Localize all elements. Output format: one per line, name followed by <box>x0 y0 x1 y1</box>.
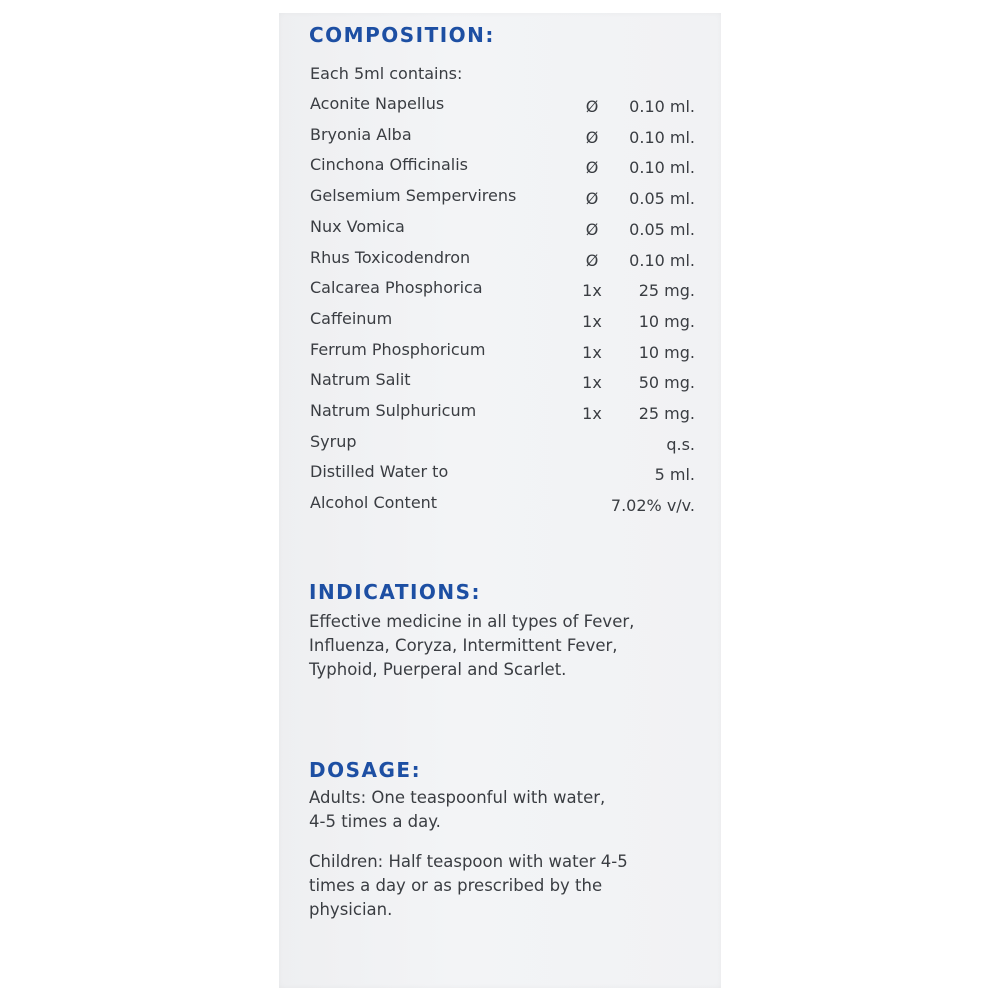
indications-line: Influenza, Coryza, Intermittent Fever, <box>309 636 618 655</box>
ingredient-name: Gelsemium Sempervirens <box>310 186 517 206</box>
ingredient-amount: 0.05 ml. <box>629 219 695 239</box>
composition-heading: COMPOSITION: <box>309 23 495 47</box>
indications-heading: INDICATIONS: <box>309 580 482 604</box>
ingredient-potency: Ø <box>585 189 599 209</box>
ingredient-name: Nux Vomica <box>310 216 405 236</box>
composition-row <box>310 340 695 362</box>
composition-row <box>310 462 695 484</box>
ingredient-potency: 1x <box>582 311 602 331</box>
ingredient-amount: 5 ml. <box>654 465 695 485</box>
ingredient-name: Natrum Sulphuricum <box>310 401 477 420</box>
dosage-children-line: physician. <box>309 900 393 919</box>
ingredient-potency: 1x <box>582 373 602 393</box>
dosage-heading: DOSAGE: <box>309 758 422 782</box>
ingredient-name: Calcarea Phosphorica <box>310 278 483 298</box>
ingredient-name: Syrup <box>310 431 357 451</box>
dosage-adults-text <box>309 786 709 834</box>
composition-row <box>310 186 695 208</box>
ingredient-amount: 0.05 ml. <box>629 189 695 209</box>
ingredient-name: Caffeinum <box>310 308 393 328</box>
ingredient-potency: 1x <box>582 281 602 301</box>
ingredient-amount: 0.10 ml. <box>629 250 695 270</box>
dosage-adults-line: Adults: One teaspoonful with water, <box>309 788 606 807</box>
indications-text <box>309 610 709 682</box>
composition-intro: Each 5ml contains: <box>310 64 463 83</box>
ingredient-amount: 0.10 ml. <box>629 127 695 147</box>
ingredient-amount: 10 mg. <box>638 342 695 362</box>
ingredient-amount: 0.10 ml. <box>629 158 695 178</box>
composition-row <box>310 217 695 239</box>
ingredient-potency: Ø <box>585 158 599 178</box>
ingredient-amount: 25 mg. <box>638 281 695 301</box>
composition-row <box>310 155 695 177</box>
ingredient-amount: 0.10 ml. <box>629 97 695 116</box>
composition-row <box>310 401 695 423</box>
composition-row <box>310 493 695 515</box>
dosage-children-line: times a day or as prescribed by the <box>309 876 603 895</box>
composition-row <box>310 125 695 147</box>
ingredient-name: Alcohol Content <box>310 493 438 513</box>
ingredient-potency: Ø <box>585 250 599 270</box>
dosage-children-line: Children: Half teaspoon with water 4-5 <box>309 852 628 871</box>
indications-line: Typhoid, Puerperal and Scarlet. <box>309 660 567 679</box>
dosage-adults-line: 4-5 times a day. <box>309 812 441 831</box>
ingredient-potency: Ø <box>585 97 599 116</box>
indications-line: Effective medicine in all types of Fever, <box>309 612 635 631</box>
ingredient-amount: 25 mg. <box>638 404 695 423</box>
ingredient-amount: 50 mg. <box>638 373 695 393</box>
composition-row <box>310 94 695 116</box>
ingredient-name: Rhus Toxicodendron <box>310 247 471 267</box>
dosage-children-text <box>309 850 709 922</box>
ingredient-potency: 1x <box>582 404 602 423</box>
ingredient-name: Cinchona Officinalis <box>310 155 468 175</box>
label-panel <box>279 13 721 988</box>
ingredient-name: Distilled Water to <box>310 462 449 482</box>
ingredient-name: Aconite Napellus <box>310 94 445 113</box>
composition-row <box>310 248 695 270</box>
ingredient-potency: Ø <box>585 127 599 147</box>
composition-row <box>310 278 695 300</box>
ingredient-name: Natrum Salit <box>310 370 411 390</box>
composition-row <box>310 309 695 331</box>
ingredient-amount: 7.02% v/v. <box>610 496 695 516</box>
ingredient-name: Bryonia Alba <box>310 124 412 144</box>
ingredient-amount: 10 mg. <box>638 311 695 331</box>
composition-row <box>310 370 695 392</box>
ingredient-name: Ferrum Phosphoricum <box>310 339 486 359</box>
ingredient-potency: 1x <box>582 342 602 362</box>
composition-row <box>310 432 695 454</box>
ingredient-amount: q.s. <box>666 434 695 454</box>
ingredient-potency: Ø <box>585 219 599 239</box>
